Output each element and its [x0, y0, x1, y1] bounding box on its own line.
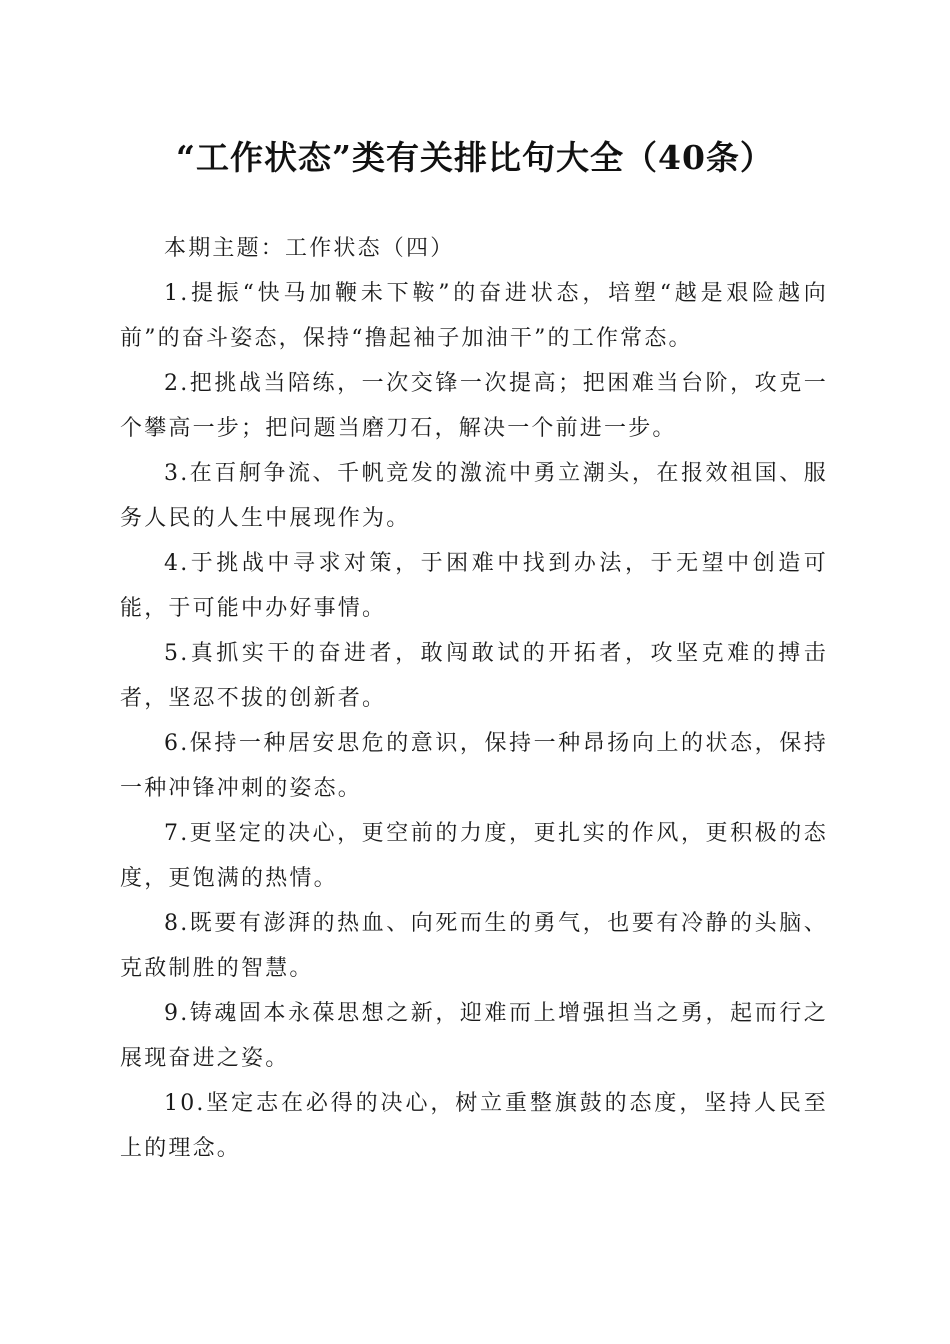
list-item: 7.更坚定的决心，更空前的力度，更扎实的作风，更积极的态度，更饱满的热情。 [120, 821, 828, 891]
document-body [120, 226, 828, 1171]
list-item: 10.坚定志在必得的决心，树立重整旗鼓的态度，坚持人民至上的理念。 [120, 1091, 828, 1161]
list-item: 5.真抓实干的奋进者，敢闯敢试的开拓者，攻坚克难的搏击者，坚忍不拔的创新者。 [120, 641, 828, 711]
list-item: 8.既要有澎湃的热血、向死而生的勇气，也要有冷静的头脑、克敌制胜的智慧。 [120, 911, 828, 981]
list-item: 9.铸魂固本永葆思想之新，迎难而上增强担当之勇，起而行之展现奋进之姿。 [120, 1001, 828, 1071]
list-item: 3.在百舸争流、千帆竞发的激流中勇立潮头，在报效祖国、服务人民的人生中展现作为。 [120, 461, 828, 531]
list-item: 1.提振“快马加鞭未下鞍”的奋进状态，培塑“越是艰险越向前”的奋斗姿态，保持“撸起袖子加油干”的工作常态。 [120, 281, 828, 351]
document-title: “工作状态”类有关排比句大全（40条） [176, 138, 774, 177]
list-item: 6.保持一种居安思危的意识，保持一种昂扬向上的状态，保持一种冲锋冲刺的姿态。 [120, 731, 828, 801]
list-item: 2.把挑战当陪练，一次交锋一次提高；把困难当台阶，攻克一个攀高一步；把问题当磨刀石，解决一个前进一步。 [120, 371, 828, 441]
list-item: 4.于挑战中寻求对策，于困难中找到办法，于无望中创造可能，于可能中办好事情。 [120, 551, 828, 621]
intro-paragraph: 本期主题：工作状态（四） [164, 236, 455, 261]
